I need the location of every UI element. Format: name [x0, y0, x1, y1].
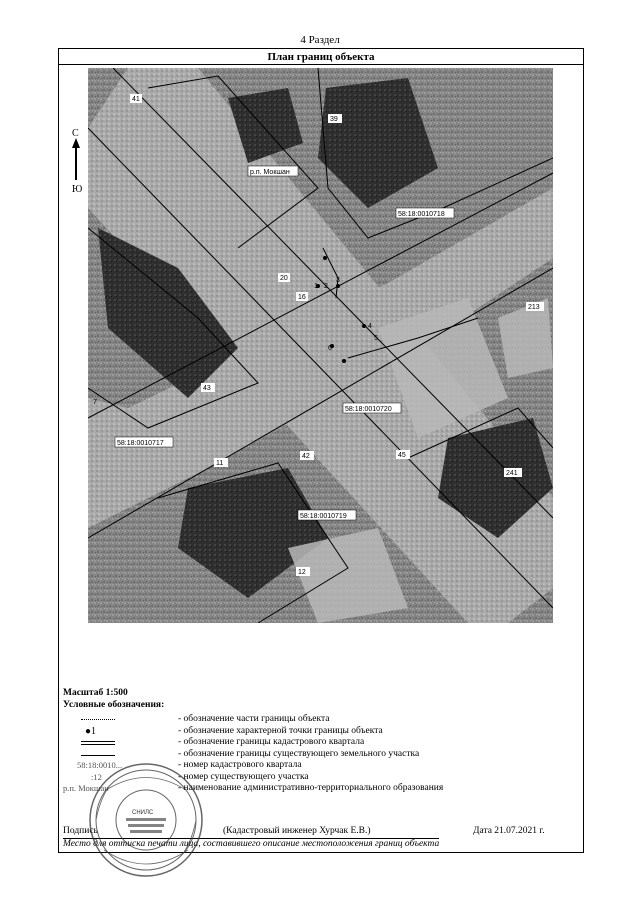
label-pt-3: 3: [336, 277, 340, 284]
engineer-name: (Кадастровый инженер Хурчак Е.В.): [223, 826, 371, 836]
label-pt-1: 1: [314, 283, 318, 290]
label-42: 42: [302, 453, 310, 460]
legend-title: Условные обозначения:: [63, 700, 165, 710]
label-quarter-19: 58:18:0010719: [300, 513, 347, 520]
dotted-line-symbol: [63, 714, 173, 725]
legend-text: - обозначение границы кадастрового квартала: [178, 737, 365, 747]
signature-label: Подпись: [63, 826, 98, 836]
label-12: 12: [298, 569, 306, 576]
label-241: 241: [506, 470, 518, 477]
legend-text: - обозначение части границы объекта: [178, 714, 330, 724]
quarter-number-symbol-text: 58:18:0010...: [77, 760, 123, 770]
seal-stamp: [86, 760, 206, 880]
legend-text: - номер кадастрового квартала: [178, 760, 302, 770]
label-quarter-17: 58:18:0010717: [117, 440, 164, 447]
label-quarter-18: 58:18:0010718: [398, 211, 445, 218]
aerial-map: [88, 68, 553, 623]
solid-line-symbol: [63, 749, 173, 760]
legend-row: [63, 726, 563, 738]
double-line-symbol: [63, 737, 173, 748]
section-number: 4 Раздел: [300, 34, 340, 46]
legend-row: [63, 737, 563, 749]
point-symbol-text: ●1: [85, 725, 97, 737]
legend-text: - наименование административно-территориального образования: [178, 783, 444, 793]
label-settlement: р.п. Мокшан: [250, 169, 290, 176]
stamp-center-text: СНИЛС: [132, 810, 154, 816]
label-7: 7: [93, 399, 97, 406]
settlement-symbol-text: р.п. Мокшан: [63, 783, 109, 793]
label-45: 45: [398, 452, 406, 459]
stamp-place-note: Место для оттиска печати лица, составившего описание местоположения границ объекта: [63, 839, 440, 849]
legend-text: - номер существующего участка: [178, 771, 309, 782]
label-39: 39: [330, 116, 338, 123]
point-symbol: [63, 726, 173, 737]
label-213: 213: [528, 304, 540, 311]
label-16: 16: [298, 294, 306, 301]
label-43: 43: [203, 385, 211, 392]
label-41: 41: [132, 96, 140, 103]
label-11: 11: [216, 460, 224, 467]
signature-date: Дата 21.07.2021 г.: [473, 826, 545, 836]
legend-row: [63, 749, 563, 761]
label-pt-5: 5: [374, 335, 378, 342]
label-20: 20: [280, 275, 288, 282]
compass-north-label: С: [72, 128, 79, 139]
compass-south-label: Ю: [72, 184, 83, 195]
map-scale: Масштаб 1:500: [63, 688, 128, 698]
label-pt-6: 6: [328, 345, 332, 352]
plan-title: План границ объекта: [59, 49, 583, 65]
label-pt-4: 4: [368, 323, 372, 330]
legend-text: - обозначение характерной точки границы объекта: [178, 725, 383, 736]
legend-row: [63, 714, 563, 726]
map-svg: [88, 68, 553, 623]
compass: [70, 128, 90, 200]
label-quarter-20: 58:18:0010720: [345, 406, 392, 413]
label-pt-2: 2: [324, 283, 328, 290]
parcel-number-symbol-text: :12: [91, 771, 102, 782]
legend-text: - обозначение границы существующего земельного участка: [178, 748, 420, 759]
